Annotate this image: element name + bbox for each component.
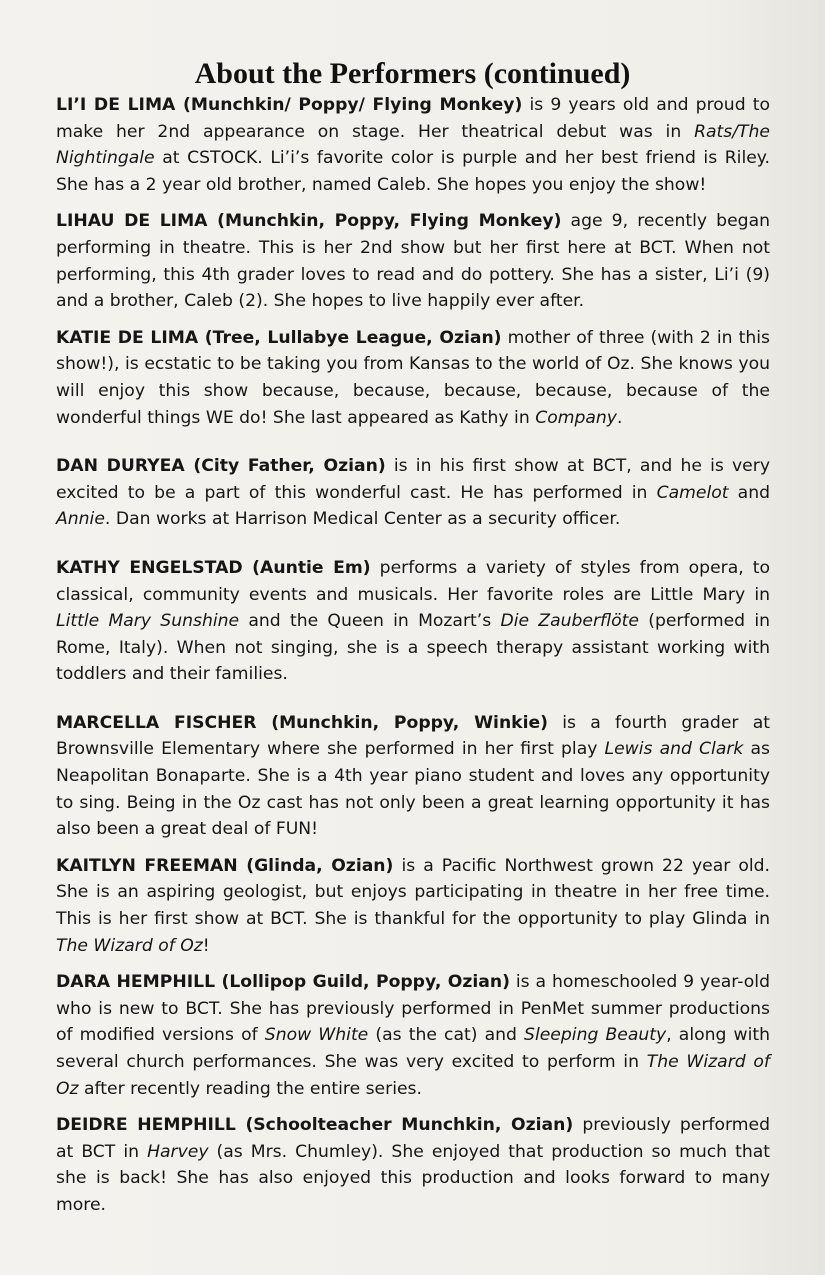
bio-text: ! xyxy=(202,935,210,956)
performer-name: DAN DURYEA (City Father, Ozian) xyxy=(56,456,386,477)
performer-bio xyxy=(56,969,770,1102)
bio-text: performs a variety of styles from opera, to classical, community events and musicals. Her favorite roles are Little Mary in xyxy=(56,557,771,605)
bio-text: as Neapolitan Bonaparte. She is a 4th year piano student and loves any opportunity to sing. Being in the Oz cast has not only been a great learning opportunity it has also been a great deal of FUN! xyxy=(56,739,771,840)
performer-name: KATIE DE LIMA (Tree, Lullabye League, Ozian) xyxy=(56,327,502,348)
bio-text: previously performed at BCT in xyxy=(56,1115,770,1162)
bio-text: is a Pacific Northwest grown 22 year old. She is an aspiring geologist, but enjoys participating in theatre in her free time. This is her first show at BCT. She is thankful for the opportunity to play Glinda in xyxy=(56,855,771,930)
production-title: Little Mary Sunshine xyxy=(56,611,240,632)
performer-name: LIHAU DE LIMA (Munchkin, Poppy, Flying Monkey) xyxy=(56,211,562,232)
bio-text: (as Mrs. Chumley). She enjoyed that production so much that she is back! She has also enjoyed this production and looks forward to many more. xyxy=(56,1141,770,1215)
bio-text: , along with several church performances. She was very excited to perform in xyxy=(56,1025,770,1072)
production-title: Company xyxy=(535,407,617,428)
performer-bio xyxy=(56,325,770,431)
performer-name: KATHY ENGELSTAD (Auntie Em) xyxy=(56,557,371,578)
production-title: The Wizard of Oz xyxy=(56,1052,770,1099)
performer-name: MARCELLA FISCHER (Munchkin, Poppy, Winkie) xyxy=(56,712,549,733)
performer-name: DEIDRE HEMPHILL (Schoolteacher Munchkin, Ozian) xyxy=(56,1115,574,1136)
bio-text: at CSTOCK. Li’i’s favorite color is purple and her best friend is Riley. She has a 2 year old brother, named Caleb. She hopes you enjoy the show! xyxy=(56,148,770,195)
production-title: Annie xyxy=(56,509,105,530)
bio-text: and xyxy=(728,482,770,503)
performer-bio xyxy=(56,710,770,843)
bio-text: and the Queen in Mozart’s xyxy=(239,611,501,632)
performer-name: KAITLYN FREEMAN (Glinda, Ozian) xyxy=(56,855,394,876)
bio-text: after recently reading the entire series. xyxy=(78,1078,422,1099)
production-title: Snow White xyxy=(264,1025,369,1046)
production-title: Harvey xyxy=(147,1141,209,1162)
page-title: About the Performers (continued) xyxy=(194,57,631,90)
production-title: Rats/The Nightingale xyxy=(56,121,770,169)
production-title: The Wizard of Oz xyxy=(56,935,203,956)
bio-text: . xyxy=(616,407,623,428)
performer-bio xyxy=(56,1112,770,1218)
bio-text: is 9 years old and proud to make her 2nd appearance on stage. Her theatrical debut was in xyxy=(56,95,770,142)
bio-text: . Dan works at Harrison Medical Center as a security officer. xyxy=(104,509,621,530)
performer-bio xyxy=(56,208,770,314)
performer-bio xyxy=(56,453,770,533)
production-title: Camelot xyxy=(656,482,729,503)
performer-name: DARA HEMPHILL (Lollipop Guild, Poppy, Ozian) xyxy=(56,972,510,993)
performer-name: LI’I DE LIMA (Munchkin/ Poppy/ Flying Monkey) xyxy=(56,95,523,115)
production-title: Die Zauberflöte xyxy=(500,611,639,632)
performer-bios xyxy=(56,92,770,1229)
production-title: Lewis and Clark xyxy=(604,739,744,760)
bio-text: mother of three (with 2 in this show!), is ecstatic to be taking you from Kansas to the world of Oz. She knows you will enjoy this show because, because, because, because, because of the wonderful things WE do! She last appeared as Kathy in xyxy=(56,327,770,428)
bio-text: (as the cat) and xyxy=(368,1025,525,1046)
bio-text: is a homeschooled 9 year-old who is new to BCT. She has previously performed in PenMet summer productions of modified versions of xyxy=(56,972,770,1046)
performer-bio xyxy=(56,555,770,688)
bio-text: is in his first show at BCT, and he is very excited to be a part of this wonderful cast. He has performed in xyxy=(56,456,770,503)
bio-text: (performed in Rome, Italy). When not singing, she is a speech therapy assistant working with toddlers and their families. xyxy=(56,611,770,685)
production-title: Sleeping Beauty xyxy=(524,1025,667,1046)
performer-bio xyxy=(56,92,770,198)
performer-bio xyxy=(56,853,770,959)
bio-text: is a fourth grader at Brownsville Elementary where she performed in her first play xyxy=(56,712,770,760)
bio-text: age 9, recently began performing in theatre. This is her 2nd show but her first here at BCT. When not performing, this 4th grader loves to read and do pottery. She has a sister, Li’i (9) and a brother, Caleb (2). She hopes to live happily ever after. xyxy=(56,211,770,312)
